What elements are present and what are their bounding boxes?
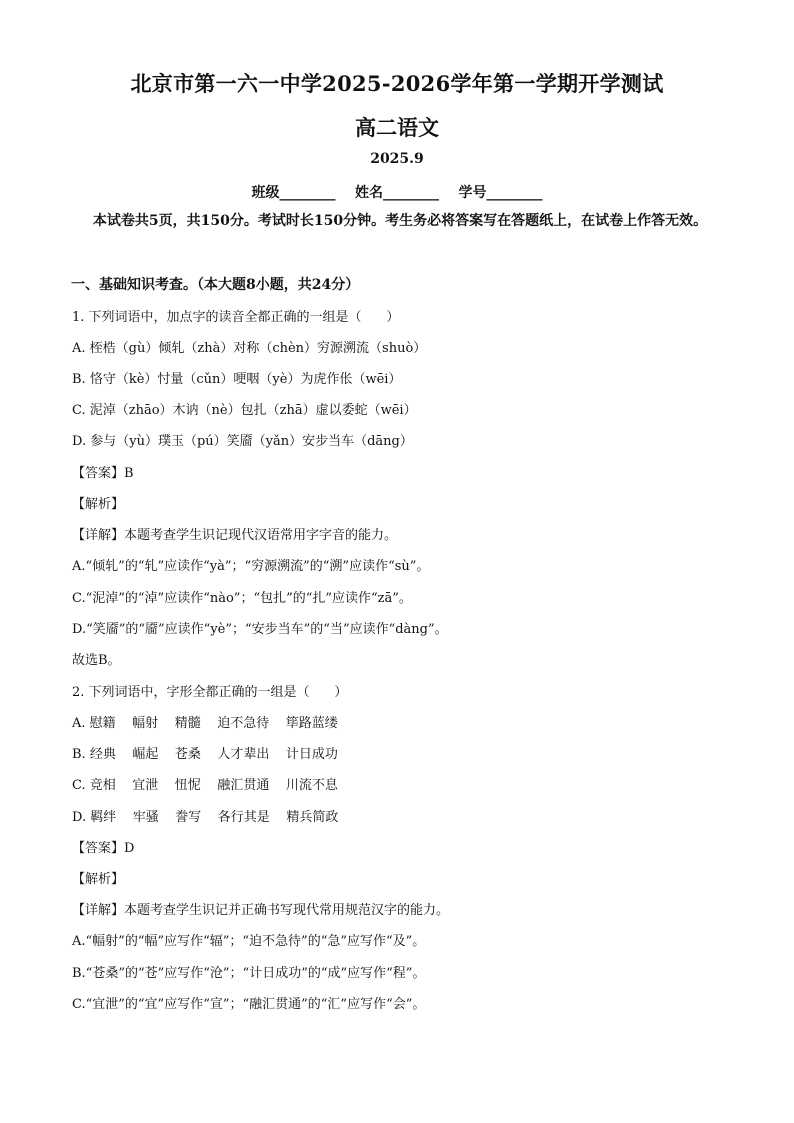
question-2-detail-a: A.“幅射”的“幅”应写作“辐”；“迫不急待”的“急”应写作“及”。 [72, 934, 426, 949]
student-info-fields [0, 182, 794, 202]
question-1-detail-d: D.“笑靥”的“靥”应读作“yè”；“安步当车”的“当”应读作“dàng”。 [72, 622, 448, 637]
question-1-detail-a: A.“倾轧”的“轧”应读作“yà”；“穷源溯流”的“溯”应读作“sù”。 [72, 559, 430, 574]
exam-subtitle: 高二语文 [355, 115, 439, 140]
question-1-analysis-label: 【解析】 [72, 497, 125, 512]
exam-date: 2025.9 [370, 151, 424, 167]
question-2-answer: 【答案】D [72, 841, 135, 856]
question-1-option-c: C. 泥淖（zhāo）木讷（nè）包扎（zhā）虚以委蛇（wēi） [72, 403, 417, 418]
name-field[interactable]: 姓名________ [355, 185, 439, 201]
exam-title: 北京市第一六一中学2025-2026学年第一学期开学测试 [130, 71, 664, 96]
question-1-conclusion: 故选B。 [72, 653, 121, 668]
section-heading: 一、基础知识考查。（本大题8小题，共24分） [71, 277, 360, 293]
student-id-field[interactable]: 学号________ [458, 185, 543, 201]
question-2-detail-intro: 【详解】本题考查学生识记并正确书写现代常用规范汉字的能力。 [72, 903, 450, 918]
question-2-option-b: B. 经典 崛起 苍桑 人才辈出 计日成功 [72, 747, 338, 762]
question-1-answer: 【答案】B [72, 466, 134, 481]
class-field[interactable]: 班级________ [251, 185, 336, 201]
question-2-option-c: C. 竞相 宜泄 忸怩 融汇贯通 川流不息 [72, 778, 338, 793]
question-1-option-a: A. 桎梏（gù）倾轧（zhà）对称（chèn）穷源溯流（shuò） [72, 341, 427, 356]
question-1-detail-c: C.“泥淖”的“淖”应读作“nào”；“包扎”的“扎”应读作“zā”。 [72, 591, 412, 606]
question-1-option-b: B. 恪守（kè）忖量（cǔn）哽咽（yè）为虎作伥（wēi） [72, 372, 402, 387]
question-1-detail-intro: 【详解】本题考查学生识记现代汉语常用字字音的能力。 [72, 528, 398, 543]
question-1-stem: 1. 下列词语中，加点字的读音全都正确的一组是（ ） [72, 310, 400, 325]
question-2-analysis-label: 【解析】 [72, 872, 125, 887]
question-2-stem: 2. 下列词语中，字形全都正确的一组是（ ） [72, 685, 348, 700]
question-2-option-a: A. 慰籍 幅射 精髓 迫不急待 筚路蓝缕 [72, 716, 338, 731]
question-2-detail-b: B.“苍桑”的“苍”应写作“沧”；“计日成功”的“成”应写作“程”。 [72, 966, 426, 981]
exam-notice: 本试卷共5页，共150分。考试时长150分钟。考生务必将答案写在答题纸上，在试卷上作答无效。 [92, 213, 708, 229]
question-1-option-d: D. 参与（yù）璞玉（pú）笑靥（yǎn）安步当车（dāng） [72, 434, 413, 449]
question-2-option-d: D. 羁绊 牢骚 誊写 各行其是 精兵简政 [72, 810, 339, 825]
question-2-detail-c: C.“宜泄”的“宜”应写作“宣”；“融汇贯通”的“汇”应写作“会”。 [72, 997, 426, 1012]
